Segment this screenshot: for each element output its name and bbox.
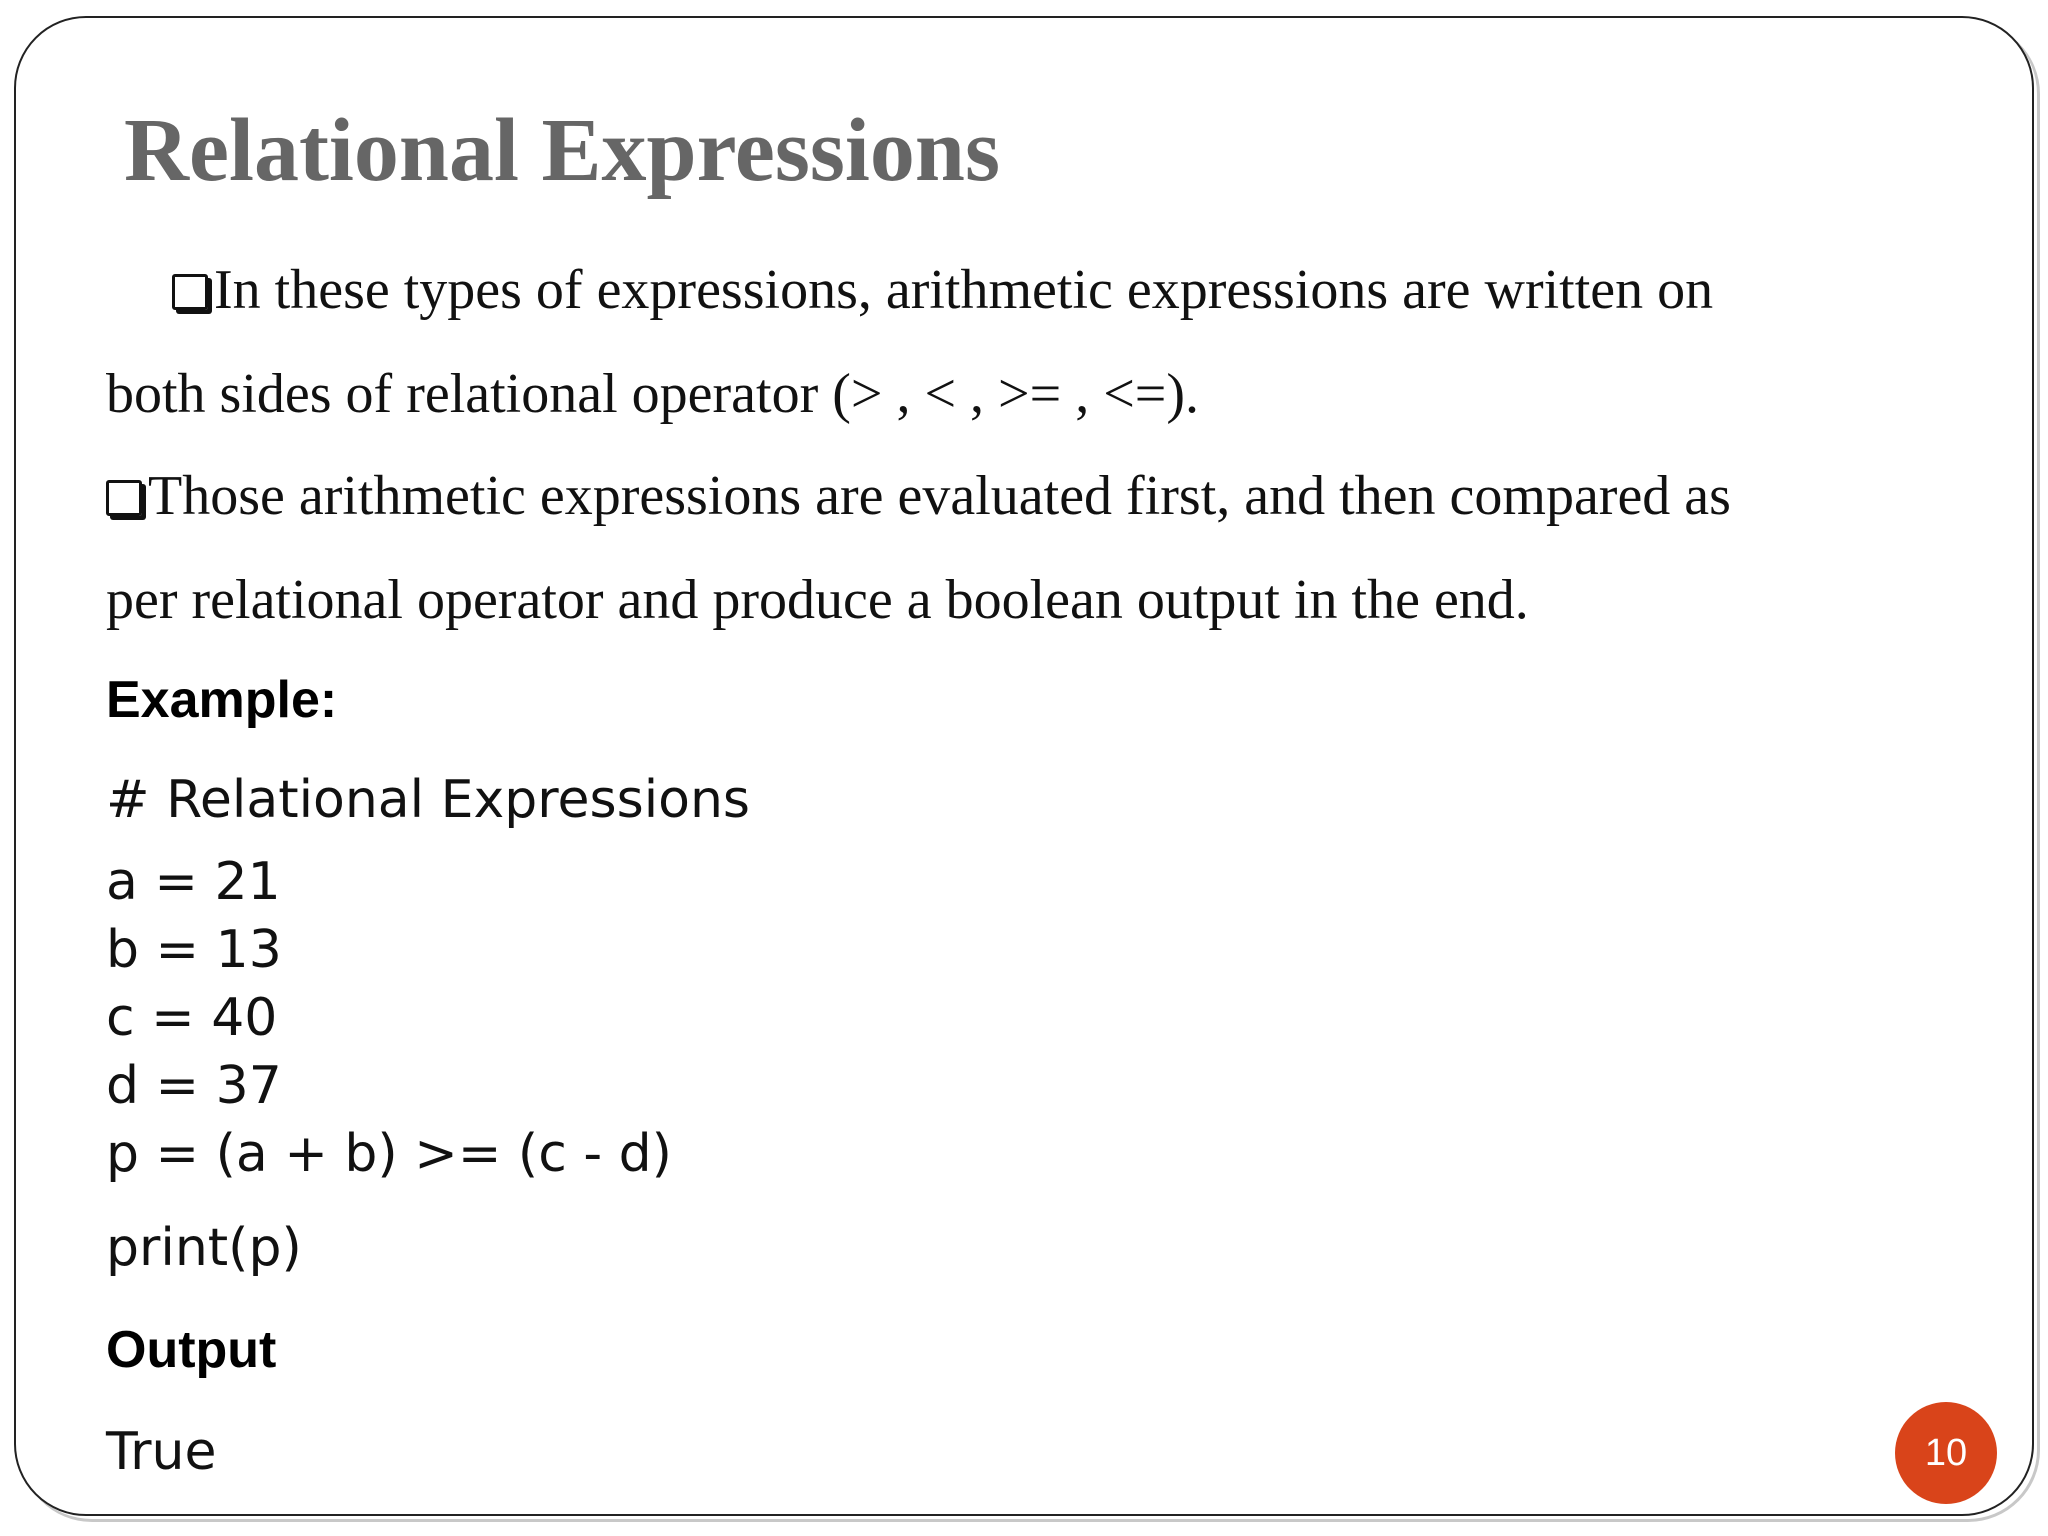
page-number-badge: 10 xyxy=(1895,1402,1997,1504)
checkbox-bullet-icon xyxy=(172,274,208,310)
code-line-p: p = (a + b) >= (c - d) xyxy=(106,1124,672,1184)
bullet-1-line-1 xyxy=(172,256,1713,324)
output-value: True xyxy=(106,1422,217,1482)
output-heading: Output xyxy=(106,1321,277,1379)
example-heading: Example: xyxy=(106,671,338,729)
code-block xyxy=(106,848,672,1188)
bullet-2-line-2: per relational operator and produce a boolean output in the end. xyxy=(106,569,1529,631)
code-line-d: d = 37 xyxy=(106,1056,282,1116)
code-comment: # Relational Expressions xyxy=(106,770,751,830)
code-line-c: c = 40 xyxy=(106,988,278,1048)
bullet-2-text-line-1: Those arithmetic expressions are evaluated first, and then compared as xyxy=(148,465,1731,527)
bullet-2-line-1 xyxy=(106,462,1731,530)
checkbox-bullet-icon xyxy=(106,480,142,516)
code-line-b: b = 13 xyxy=(106,920,282,980)
bullet-1-text-line-1: In these types of expressions, arithmetic expressions are written on xyxy=(214,259,1714,321)
code-line-a: a = 21 xyxy=(106,852,281,912)
slide-title: Relational Expressions xyxy=(124,101,1000,200)
bullet-1-line-2: both sides of relational operator (> , < , >= , <=). xyxy=(106,363,1200,425)
code-print-line: print(p) xyxy=(106,1218,302,1278)
